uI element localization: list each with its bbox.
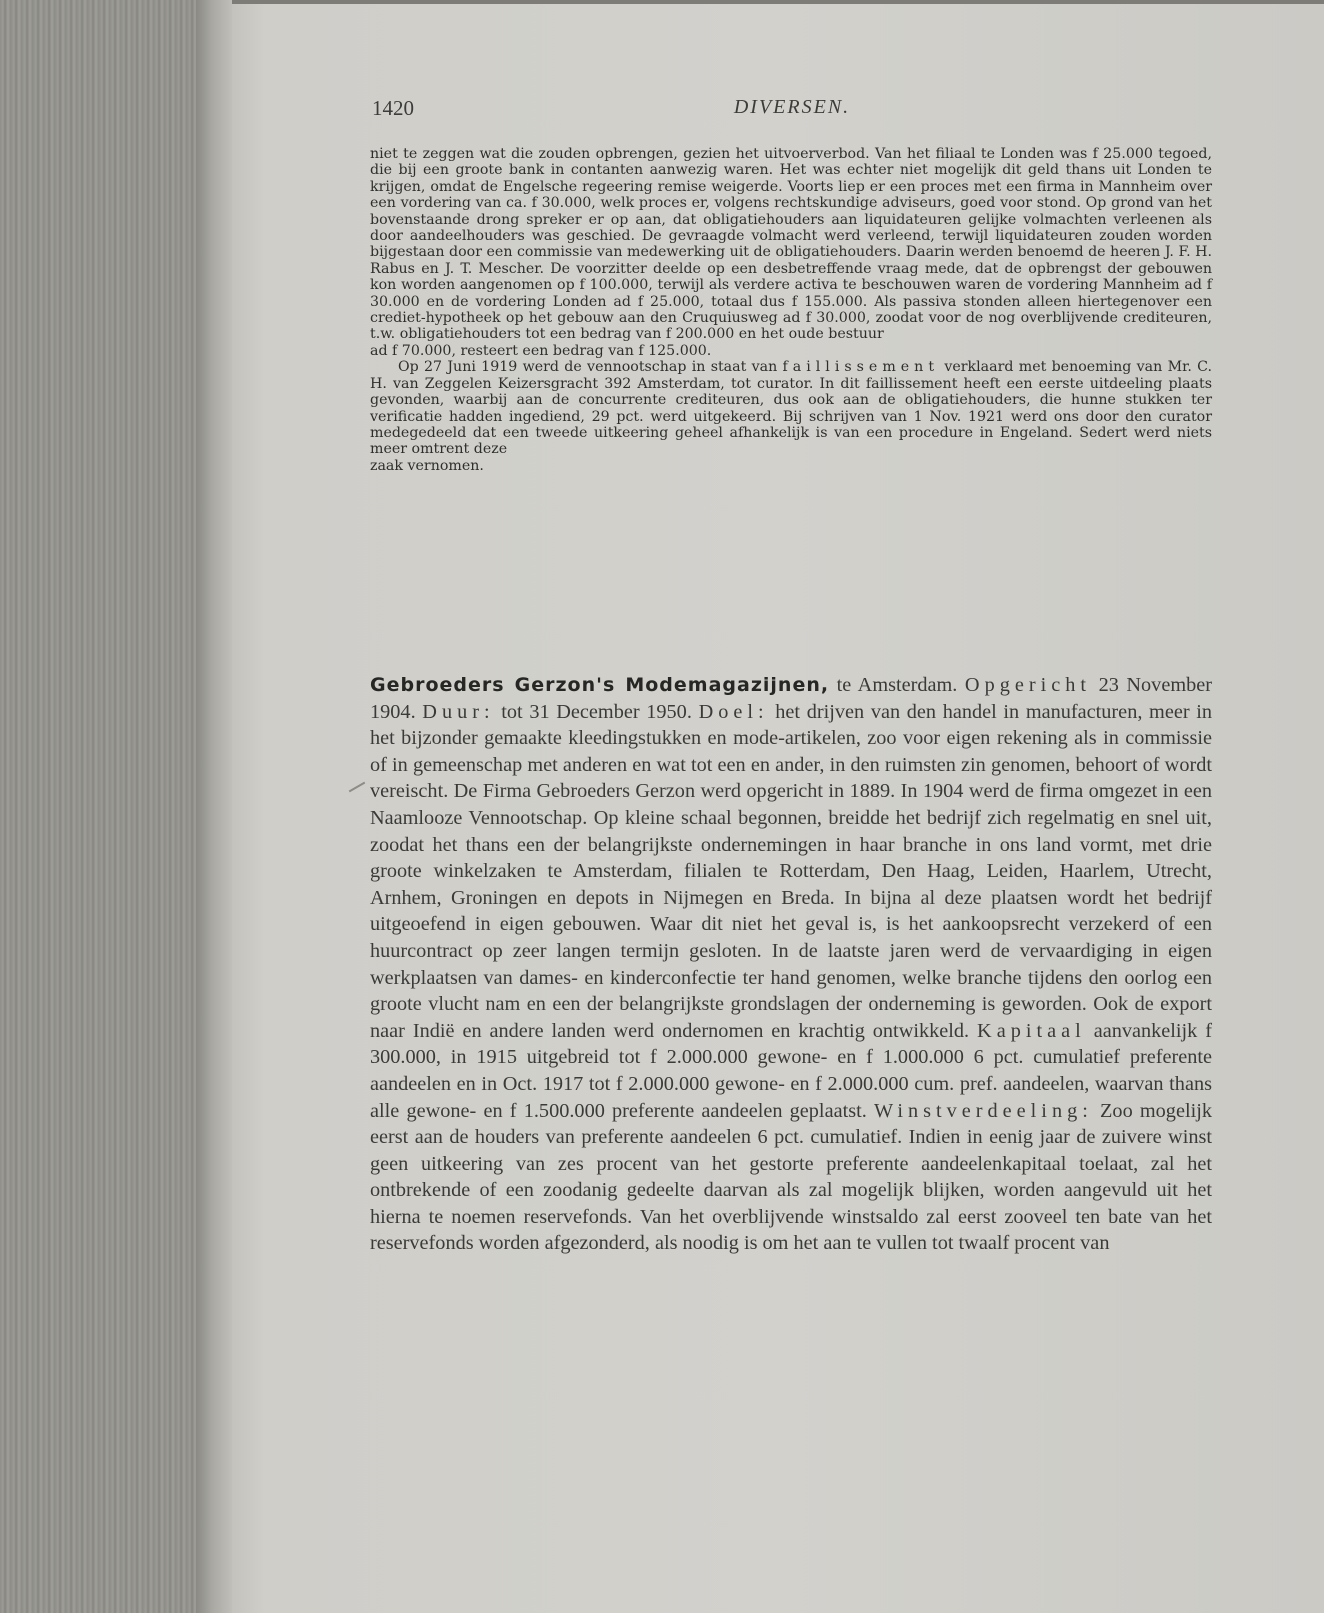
entry-place: te Amsterdam. <box>829 674 958 696</box>
previous-entry-text <box>370 146 1212 474</box>
field-label-doel: Doel: <box>698 700 769 723</box>
field-label-kapitaal: Kapitaal <box>977 1019 1086 1042</box>
field-value-kapitaal: aanvankelijk f 300.000, in 1915 uitgebreid tot f 2.000.000 gewone- en f 1.000.000 6 pct. cumulatief preferente aandeelen en in Oct. 1917 tot f 2.000.000 gewone- en f 2.000.000 cum. pref. aandeelen, waarvan thans alle gewone- en f 1.500.000 preferente aandeelen geplaatst. <box>370 1019 1212 1122</box>
field-value-opgericht: 23 November 1904. <box>370 674 1212 723</box>
page-header <box>372 96 1212 124</box>
field-label-duur: Duur: <box>422 700 495 723</box>
paragraph <box>370 359 1212 474</box>
paragraph-last-line: zaak vernomen. <box>370 457 484 474</box>
paragraph <box>370 146 1212 359</box>
company-entry <box>370 672 1212 1257</box>
paragraph-last-line: ad f 70.000, resteert een bedrag van f 125.000. <box>370 342 712 359</box>
page-number: 1420 <box>372 96 414 120</box>
spaced-term: faillissement <box>782 359 940 376</box>
field-label-winstverdeeling: Winstverdeeling: <box>874 1099 1093 1122</box>
field-value-winstverdeeling: Zoo mogelijk eerst aan de houders van preferente aandeelen 6 pct. cumulatief. Indien in eenig jaar de zuivere winst geen uitkeering van zes procent van het gestorte preferente aandeelenkapitaal toelaat, zal het ontbrekende of een zoodanig gedeelte daarvan als zal mogelijk blijken, worden aangevuld uit het hierna te noemen reservefonds. Van het overblijvende winstsaldo zal eerst zooveel ten bate van het reservefonds worden afgezonderd, als noodig is om het aan te vullen tot twaalf procent van <box>370 1099 1212 1255</box>
paragraph-text: verklaard met benoeming van Mr. C. H. van Zeggelen Keizersgracht 392 Amsterdam, tot curator. In dit faillissement heeft een eerste uitdeeling plaats gevonden, waarbij aan de concurrente crediteuren, dus ook aan de obligatiehouders, die hunne stukken ter verificatie hadden ingediend, 29 pct. werd uitgekeerd. Bij schrijven van 1 Nov. 1921 werd ons door den curator medegedeeld dat een tweede uitkeering geheel afhankelijk is van een procedure in Engeland. Sedert werd niets meer omtrent deze <box>370 359 1212 458</box>
entry-title: Gebroeders Gerzon's Modemagazijnen, <box>370 674 830 696</box>
paragraph-text: Op 27 Juni 1919 werd de vennootschap in staat van <box>398 359 783 376</box>
field-value-doel: het drijven van den handel in manufacturen, meer in het bijzonder gemaakte kleedingstukken en mode-artikelen, zoo voor eigen rekening als in commissie of in gemeenschap met anderen en wat tot een en ander, in den ruimsten zin genomen, behoort of wordt vereischt. De Firma Gebroeders Gerzon werd opgericht in 1889. In 1904 werd de firma omgezet in een Naamlooze Vennootschap. Op kleine schaal begonnen, breidde het bedrijf zich regelmatig en snel uit, zoodat het thans een der belangrijkste ondernemingen in haar branche in ons land vormt, met drie groote winkelzaken te Amsterdam, filialen te Rotterdam, Den Haag, Leiden, Haarlem, Utrecht, Arnhem, Groningen en depots in Nijmegen en Breda. In bijna al deze plaatsen wordt het bedrijf uitgeoefend in eigen gebouwen. Waar dit niet het geval is, is het aankoopsrecht verzekerd of een huurcontract op zeer langen termijn gesloten. In de laatste jaren werd de vervaardiging in eigen werkplaatsen van dames- en kinderconfectie ter hand genomen, welke branche tijdens den oorlog een groote vlucht nam en een der belangrijkste grondslagen der onderneming is geworden. Ook de export naar Indië en andere landen werd ondernomen en krachtig ontwikkeld. <box>370 700 1213 1042</box>
field-label-opgericht: Opgericht <box>964 674 1092 696</box>
field-value-duur: tot 31 December 1950. <box>494 700 699 723</box>
paragraph-text: niet te zeggen wat die zouden opbrengen, gezien het uitvoerverbod. Van het filiaal te Londen was f 25.000 tegoed, die bij een groote bank in contanten aanwezig waren. Het was echter niet mogelijk dit geld thans uit Londen te krijgen, omdat de Engelsche regeering remise weigerde. Voorts liep er een proces met een firma in Mannheim over een vordering van ca. f 30.000, welk proces er, volgens rechtskundige adviseurs, goed voor stond. Op grond van het bovenstaande drong spreker er op aan, dat obligatiehouders aan liquidateuren gelijke volmachten verleenen als door aandeelhouders was geschied. De gevraagde volmacht werd verleend, terwijl liquidateuren zouden worden bijgestaan door een commissie van medewerking uit de obligatiehouders. Daarin werden benoemd de heeren J. F. H. Rabus en J. T. Mescher. De voorzitter deelde op een desbetreffende vraag mede, dat de opbrengst der gebouwen kon worden aangenomen op f 100.000, terwijl als verdere activa te beschouwen waren de vordering Mannheim ad f 30.000 en de vordering Londen ad f 25.000, totaal dus f 155.000. Als passiva stonden alleen hiertegenover een crediet-hypotheek op het gebouw aan den Cruquiusweg ad f 30.000, zoodat voor de nog overblijvende crediteuren, t.w. obligatiehouders tot een bedrag van f 200.000 en het oude bestuur <box>370 146 1212 343</box>
binding-gutter <box>196 0 236 1613</box>
running-title: DIVERSEN. <box>733 96 851 118</box>
